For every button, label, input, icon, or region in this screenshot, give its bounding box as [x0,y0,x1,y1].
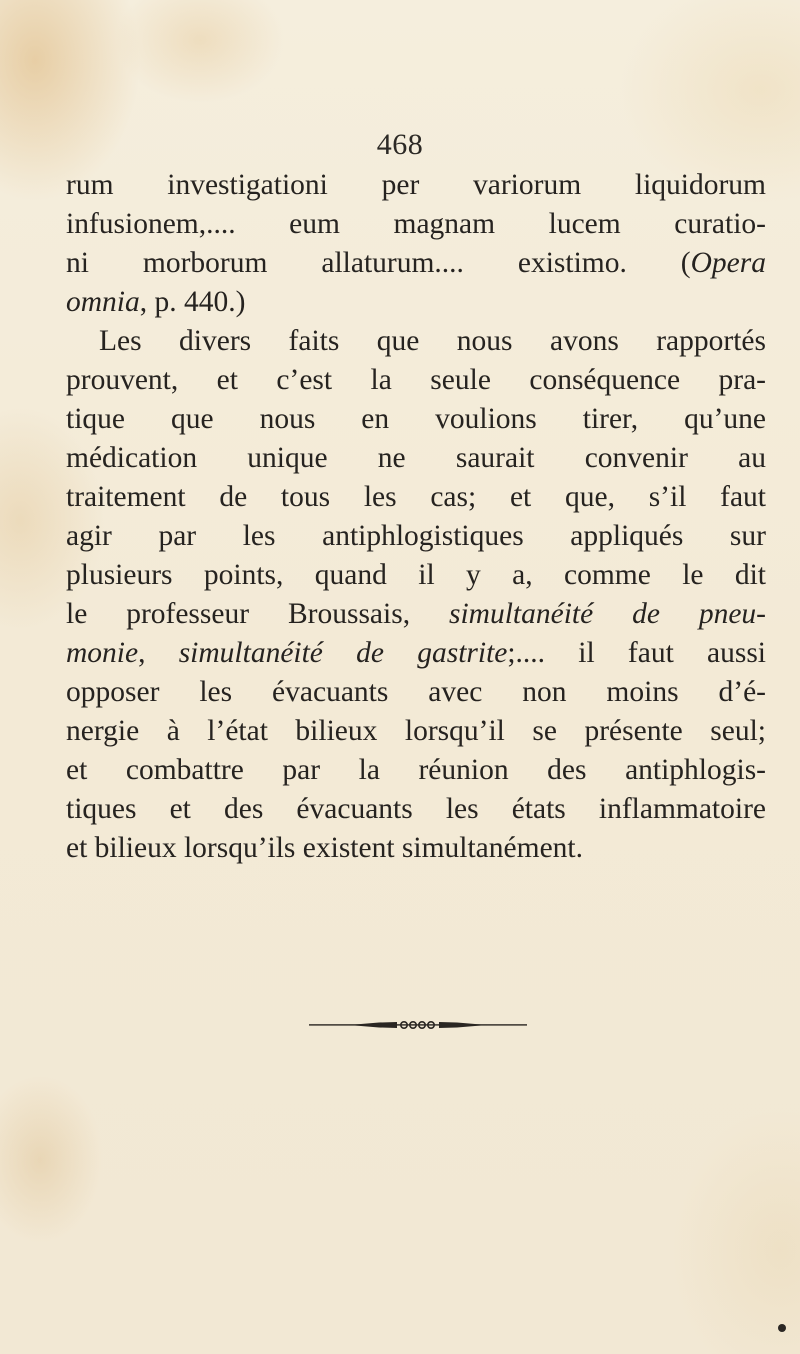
text-line [66,790,766,829]
body-text [66,166,766,868]
text-run: , p. 440.) [139,286,246,318]
text-line [66,166,766,205]
text-run: ni morborum allaturum.... existimo. ( [66,247,691,279]
text-run: rum investigationi per variorum liquidorum [66,169,766,201]
italic-text: omnia [66,286,140,318]
text-line [66,556,766,595]
text-run: plusieurs points, quand il y a, comme le dit [66,559,766,591]
text-line [66,751,766,790]
text-run: le professeur Broussais, [66,598,449,630]
text-run: ;.... il faut aussi [507,637,767,669]
italic-text: Opera [690,247,766,279]
text-line [66,673,766,712]
text-line [66,205,766,244]
text-line [66,400,766,439]
text-run: Les divers faits que nous avons rapportés [99,325,766,357]
text-line [66,478,766,517]
text-run: infusionem,.... eum magnam lucem curatio- [66,208,766,240]
text-line [66,322,766,361]
text-run: opposer les évacuants avec non moins d’é- [66,676,766,708]
italic-text: simultanéité de pneu- [448,598,767,630]
text-run: nergie à l’état bilieux lorsqu’il se présente seul; [66,715,766,747]
text-run: et bilieux lorsqu’ils existent simultanément. [66,832,583,864]
text-run: , [138,637,179,669]
ink-speck [778,1324,786,1332]
text-run: médication unique ne saurait convenir au [66,442,766,474]
italic-text: simultanéité de gastrite [178,637,508,669]
italic-text: monie [66,637,139,669]
text-line [66,829,766,868]
text-line [66,595,766,634]
text-line [66,634,766,673]
text-line [66,439,766,478]
page-number: 468 [376,128,424,161]
text-run: agir par les antiphlogistiques appliqués sur [66,520,766,552]
text-run: prouvent, et c’est la seule conséquence pra- [66,364,766,396]
text-line [66,361,766,400]
text-run: tique que nous en voulions tirer, qu’une [66,403,766,435]
text-line [66,712,766,751]
text-line [66,244,766,283]
text-run: tiques et des évacuants les états inflammatoire [66,793,766,825]
text-run: traitement de tous les cas; et que, s’il faut [66,481,766,513]
ornament-divider [309,1019,527,1031]
text-line [66,283,766,322]
text-run: et combattre par la réunion des antiphlogis- [66,754,766,786]
text-line [66,517,766,556]
